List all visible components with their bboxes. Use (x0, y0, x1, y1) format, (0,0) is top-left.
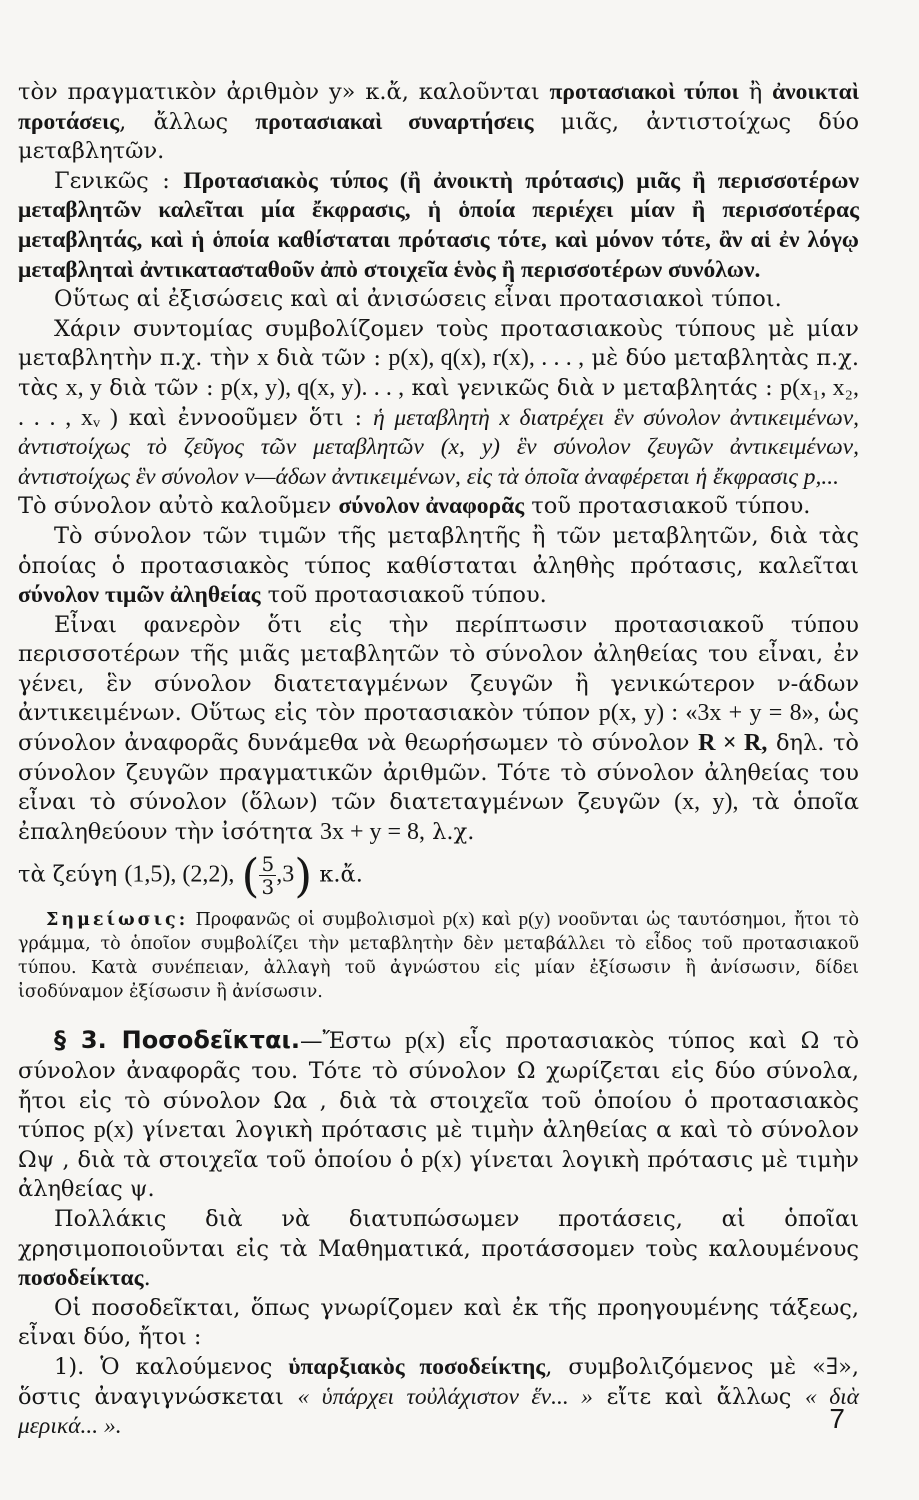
term-bold: ὑπαρξιακὸς ποσοδείκτης (288, 1353, 546, 1380)
text-span: ὡς σύνολον ἀναφορᾶς δυνάμεθα νὰ θεωρήσωμεν τὸ σύνολον (18, 700, 859, 757)
section-spacer (18, 1004, 859, 1026)
paragraph-definition (18, 167, 859, 285)
paragraph-pairs (18, 848, 859, 903)
text-span: , ἄλλως (119, 108, 256, 135)
paragraph-equations: Οὕτως αἱ ἐξισώσεις καὶ αἱ ἀνισώσεις εἶναι προτασιακοὶ τύποι. (54, 286, 782, 313)
math: (x, y), (674, 789, 739, 816)
text-span: Εἶναι φανερὸν ὅτι εἰς τὴν περίπτωσιν προτασιακοῦ τύπου περισσοτέρων τῆς μιᾶς μεταβλητῶν τὸ σύνολον ἀληθείας του εἶναι, ἐν γένει, ἓν σύνολον διατεταγμένων ζευγῶν ἢ γενικώτερον ν-άδων ἀντικειμένων. Οὕτως εἰς τὸν προτασιακὸν τύπον (18, 611, 859, 727)
text-span: Τὸ σύνολον τῶν τιμῶν τῆς μεταβλητῆς ἢ τῶν μεταβλητῶν, διὰ τὰς ὁποίας ὁ προτασιακὸς τύπος καθίσταται ἀληθὴς πρότασις, καλεῖται (18, 522, 859, 579)
math: p(x) (442, 909, 475, 931)
text-span: γίνεται λογικὴ πρότασις μὲ τιμὴν ἀληθείας ψ. (18, 1146, 859, 1203)
text-span: Πολλάκις διὰ νὰ διατυπώσωμεν προτάσεις, αἱ ὁποῖαι χρησιμοποιοῦνται εἰς τὰ Μαθηματικά, προτάσσομεν τοὺς καλουμένους (18, 1206, 859, 1262)
text-span: μὲ δύο μεταβλητὰς π.χ. τὰς (18, 345, 859, 401)
text-span: Τὸ σύνολον αὐτὸ καλοῦμεν (18, 493, 339, 520)
text-span: κ.ἄ. (312, 861, 363, 888)
text-span: Προφανῶς οἱ συμβολισμοὶ (188, 910, 443, 931)
text-span: ἢ (738, 79, 773, 105)
text-span: διὰ τῶν : (101, 374, 221, 401)
math: p(x), q(x), r(x), . . . , (388, 345, 585, 372)
text-span: τοῦ προτασιακοῦ τύπου. (524, 493, 811, 520)
paragraph-truth-set (18, 522, 859, 611)
text-span: λ.χ. (425, 818, 475, 845)
paragraph-reference-set (18, 492, 859, 522)
text-span: , συμβολιζόμενος μὲ «∃», ὅστις ἀναγιγνώσκεται (18, 1353, 860, 1410)
paragraph-open-formulas (18, 78, 859, 167)
term-bold: σύνολον ἀναφορᾶς (338, 493, 525, 520)
italic-text: « διὰ μερικά... ». (18, 1383, 859, 1440)
text-span: μιᾶς, ἀντιστοίχως δύο μεταβλητῶν. (18, 108, 859, 165)
math: p(x, y), q(x, y). . . , (220, 374, 405, 401)
italic-text: « ὑπάρχει τοὐλάχιστον ἕν... » (297, 1383, 593, 1410)
math: 3x + y = 8, (319, 818, 426, 845)
text-span: . (143, 1265, 151, 1292)
fraction-numerator: 5 (261, 852, 275, 877)
term-bold: ἀνοικταὶ προτάσεις (18, 79, 859, 135)
text-span: τὰ ζεύγη (18, 861, 125, 888)
term-bold: προτασιακοὶ τύποι (549, 79, 739, 105)
text-span: διὰ τῶν : (268, 345, 389, 372)
math: p(y) (518, 909, 551, 931)
body-text (18, 78, 859, 1442)
term-bold: ποσοδείκτας (18, 1265, 144, 1292)
math: R × R, (698, 730, 768, 757)
section-3-intro (18, 1026, 859, 1205)
math: p(x) (405, 1028, 445, 1055)
text-span: Χάριν συντομίας συμβολίζομεν τοὺς προτασιακοὺς τύπους μὲ μίαν μεταβλητὴν π.χ. τὴν (18, 315, 859, 372)
italic-text: ἡ μεταβλητὴ x διατρέχει ἓν σύνολον ἀντικειμένων, ἀντιστοίχως τὸ ζεῦγος τῶν μεταβλητῶν (x, y) ἓν σύνολον ζευγῶν ἀντικειμένων, ἀντιστοίχως ἓν σύνολον ν—άδων ἀντικειμένων, εἰς τὰ ὁποῖα ἀναφέρεται ἡ ἔκφρασις p,... (18, 404, 860, 490)
fraction-denominator: 3 (261, 875, 275, 900)
note-label: Σημείωσις: (46, 910, 189, 931)
paragraph-example (18, 611, 859, 848)
paragraph-quantifiers (18, 1205, 859, 1294)
text-span: νοοῦνται ὡς ταυτόσημοι, ἤτοι τὸ γράμμα, τὸ ὁποῖον συμβολίζει τὴν μεταβλητὴν δὲν μεταβάλλει τὸ εἶδος τοῦ προτασιακοῦ τύπου. Κατὰ συνέπειαν, ἀλλαγὴ τοῦ ἀγνώστου εἰς μίαν ἐξίσωσιν ἢ ἀνίσωσιν, δίδει ἰσοδύναμον ἐξίσωσιν ἢ ἀνίσωσιν. (18, 910, 860, 1003)
math: p(x) (93, 1117, 134, 1144)
text-span: εἷς προτασιακὸς τύπος καὶ Ω τὸ σύνολον ἀναφορᾶς του. Τότε τὸ σύνολον Ω χωρίζεται εἰς δύο σύνολα, ἤτοι εἰς τὸ σύνολον Ωα , διὰ τὰ στοιχεῖα τοῦ ὁποίου ὁ προτασιακὸς τύπος (18, 1028, 859, 1144)
note (18, 908, 859, 1004)
text-span: τὰ ὁποῖα ἐπαληθεύουν τὴν ἰσότητα (18, 789, 859, 845)
math: ,3 (276, 861, 295, 888)
math: p(x) (421, 1146, 462, 1173)
text-span: εἴτε καὶ ἄλλως (592, 1383, 806, 1410)
math: x (256, 345, 269, 372)
definition-bold: Προτασιακὸς τύπος (ἢ ἀνοικτὴ πρότασις) μιᾶς ἢ περισσοτέρων μεταβλητῶν καλεῖται μία ἔκφρασις, ἡ ὁποία περιέχει μίαν ἢ περισσοτέρας μεταβλητάς, καὶ ἡ ὁποία καθίσταται πρότασις τότε, καὶ μόνον τότε, ἂν αἱ ἐν λόγῳ μεταβληταὶ ἀντικατασταθοῦν ἀπὸ στοιχεῖα ἑνὸς ἢ περισσοτέρων συνόλων. (18, 167, 859, 283)
math: (1,5), (2,2), (124, 861, 235, 888)
text-span: καὶ (474, 910, 519, 931)
term-bold: προτασιακαὶ συναρτήσεις (255, 108, 534, 135)
paragraph-existential (18, 1353, 859, 1442)
text-span: 1). Ὁ καλούμενος (54, 1353, 289, 1380)
section-title: § 3. Ποσοδεῖκται. (54, 1026, 300, 1055)
text-span: τὸν πραγματικὸν ἀριθμὸν y» κ.ἄ, καλοῦνται (18, 79, 550, 105)
text-span: τοῦ προτασιακοῦ τύπου. (260, 582, 547, 609)
math: p(x₁, x₂, . . . , xᵥ ) (18, 374, 859, 431)
fraction (259, 853, 276, 898)
paragraph-notation (18, 315, 859, 493)
text-span: Γενικῶς : (54, 167, 184, 194)
math: p(x, y) : «3x + y = 8», (598, 700, 820, 727)
left-paren: ( (241, 848, 260, 903)
text-span: δηλ. τὸ σύνολον ζευγῶν πραγματικῶν ἀριθμῶν. Τότε τὸ σύνολον ἀληθείας του εἶναι τὸ σύνολον (ὅλων) τῶν διατεταγμένων ζευγῶν (18, 730, 859, 816)
text-span: γίνεται λογικὴ πρότασις μὲ τιμὴν ἀληθείας α καὶ τὸ σύνολον Ωψ , διὰ τὰ στοιχεῖα τοῦ ὁποίου ὁ (18, 1117, 859, 1173)
right-paren: ) (294, 848, 313, 903)
text-span: καὶ ἐννοοῦμεν ὅτι : (117, 404, 374, 431)
text-span: καὶ γενικῶς διὰ ν μεταβλητάς : (404, 374, 781, 401)
paragraph-two-quantifiers: Οἱ ποσοδεῖκται, ὅπως γνωρίζομεν καὶ ἐκ τῆς προηγουμένης τάξεως, εἶναι δύο, ἤτοι : (18, 1294, 859, 1351)
text-span: —Ἔστω (299, 1028, 406, 1055)
math: x, y (65, 374, 102, 401)
page-number: 7 (829, 1403, 845, 1434)
term-bold: σύνολον τιμῶν ἀληθείας (18, 582, 261, 609)
